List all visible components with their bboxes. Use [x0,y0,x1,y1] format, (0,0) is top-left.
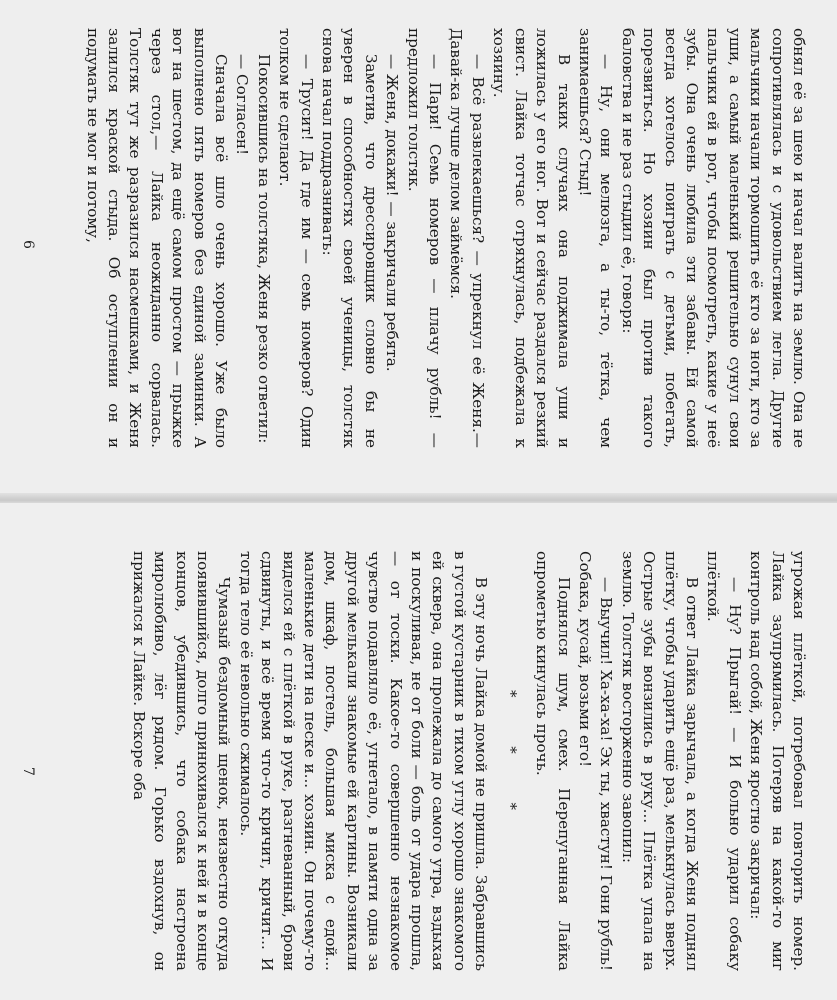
paragraph: — Ну? Прыгай! — И больно ударил собаку плёткой. [704,551,744,971]
paragraph: — Ну, они мелюзга, а ты-то, тётка, чем занимаешься? Стыд! [575,28,616,448]
paragraph: обнял её за шею и начал валить на землю. Она не сопротивлялась и с удовольствием легла. Другие мальчики начали тормошить её кто за ноги, кто за уши, а самый маленький решительно сунул свои пальчики ей в рот, чтобы посмотреть, какие у неё зубы. Она очень любила эти забавы. Ей самой всегда хотелось поиграть с детьми, побегать, порезвиться. Но хозяин был против такого баловства и не раз стыдил её, говоря: [618,28,808,448]
section-separator: * * * [501,689,520,833]
page-right [0,503,837,1000]
paragraph: В таких случаях она поджимала уши и ложилась у его ног. Вот и сейчас раздался резкий свист. Лайка тотчас отряхнулась, подбежала к хозяину. [490,28,573,448]
paragraph: — Женя, докажи! — закричали ребята. [383,54,402,372]
page-left-text [81,28,809,448]
page-left [0,0,837,497]
paragraph: — Выучил! Ха-ха-ха! Эх ты, хвастун! Гони рубль! Собака, кусай, возьми его! [575,551,616,971]
paragraph: — Всё развлекаешься? — упрекнул её Женя.— Давай-ка лучше делом займёмся. [447,28,487,448]
paragraph: Чумазый бездомный щенок, неизвестно откуда появившийся, долго принюхивался к ней и в конце концов, убедившись, что собака настроена миролюбиво, лёг рядом. Горько вздохнув, он прижался к Лайке. Вскоре оба [129,551,234,971]
paragraph: — Трусит! Да где им — семь номеров? Один толком не сделают. [276,28,316,448]
paragraph: угрожая плёткой, потребовал повторить номер. Лайка заупрямилась. Потеряв на какой-то миг контроль над собой, Женя яростно закричал: [747,551,808,971]
page-number: 6 [20,240,36,249]
paragraph: В ответ Лайка зарычала, а когда Женя поднял плётку, чтобы ударить ещё раз, мелькнулась вверх. Острые зубы вонзились в руку... Плётка упала на землю. Толстяк восторженно завопил: [618,551,701,971]
page-number: 7 [20,767,36,776]
paragraph: — Согласен! [233,54,252,156]
paragraph: Поднялся шум, смех. Перепуганная Лайка опрометью кинулась прочь. [533,551,573,971]
paragraph: — Пари! Семь номеров — плачу рубль! — предложил толстяк. [404,28,445,448]
paragraph: Заметив, что дрессировщик словно бы не уверен в способностях своей ученицы, толстяк снова начал поддразнивать: [319,28,380,448]
paragraph: Сначала всё шло очень хорошо. Уже было выполнено пять номеров без единой заминки. А вот на шестом, да ещё самом простом — прыжке через стол,— Лайка неожиданно сорвалась. Толстяк тут же разразился насмешками, и Женя залился краской стыда. Об оступлении он и подумать не мог и потому, [83,28,231,448]
paragraph: Покосившись на толстяка, Женя резко ответил: [254,54,273,444]
paragraph: В эту ночь Лайка домой не пришла. Забравшись в густой кустарник в тихом углу хорошо знакомого ей сквера, она пролежала до самого утра, вздыхая и поскуливая, не от боли — боль от удара прошла,— от тоски. Какое-то совершенно незнакомое чувство подавляло её, угнетало, в памяти одна за другой мелькали знакомые ей картины. Возникали дом, шкаф, постель, большая миска с едой... маленькие дети на песке и... хозяин. Он почему-то виделся ей с плёткой в руке, разгневанный, брови сдвинуты, и всё время что-то кричит, кричит... И тогда тело её невольно сжималось. [236,551,491,971]
page-right-text [127,551,809,971]
